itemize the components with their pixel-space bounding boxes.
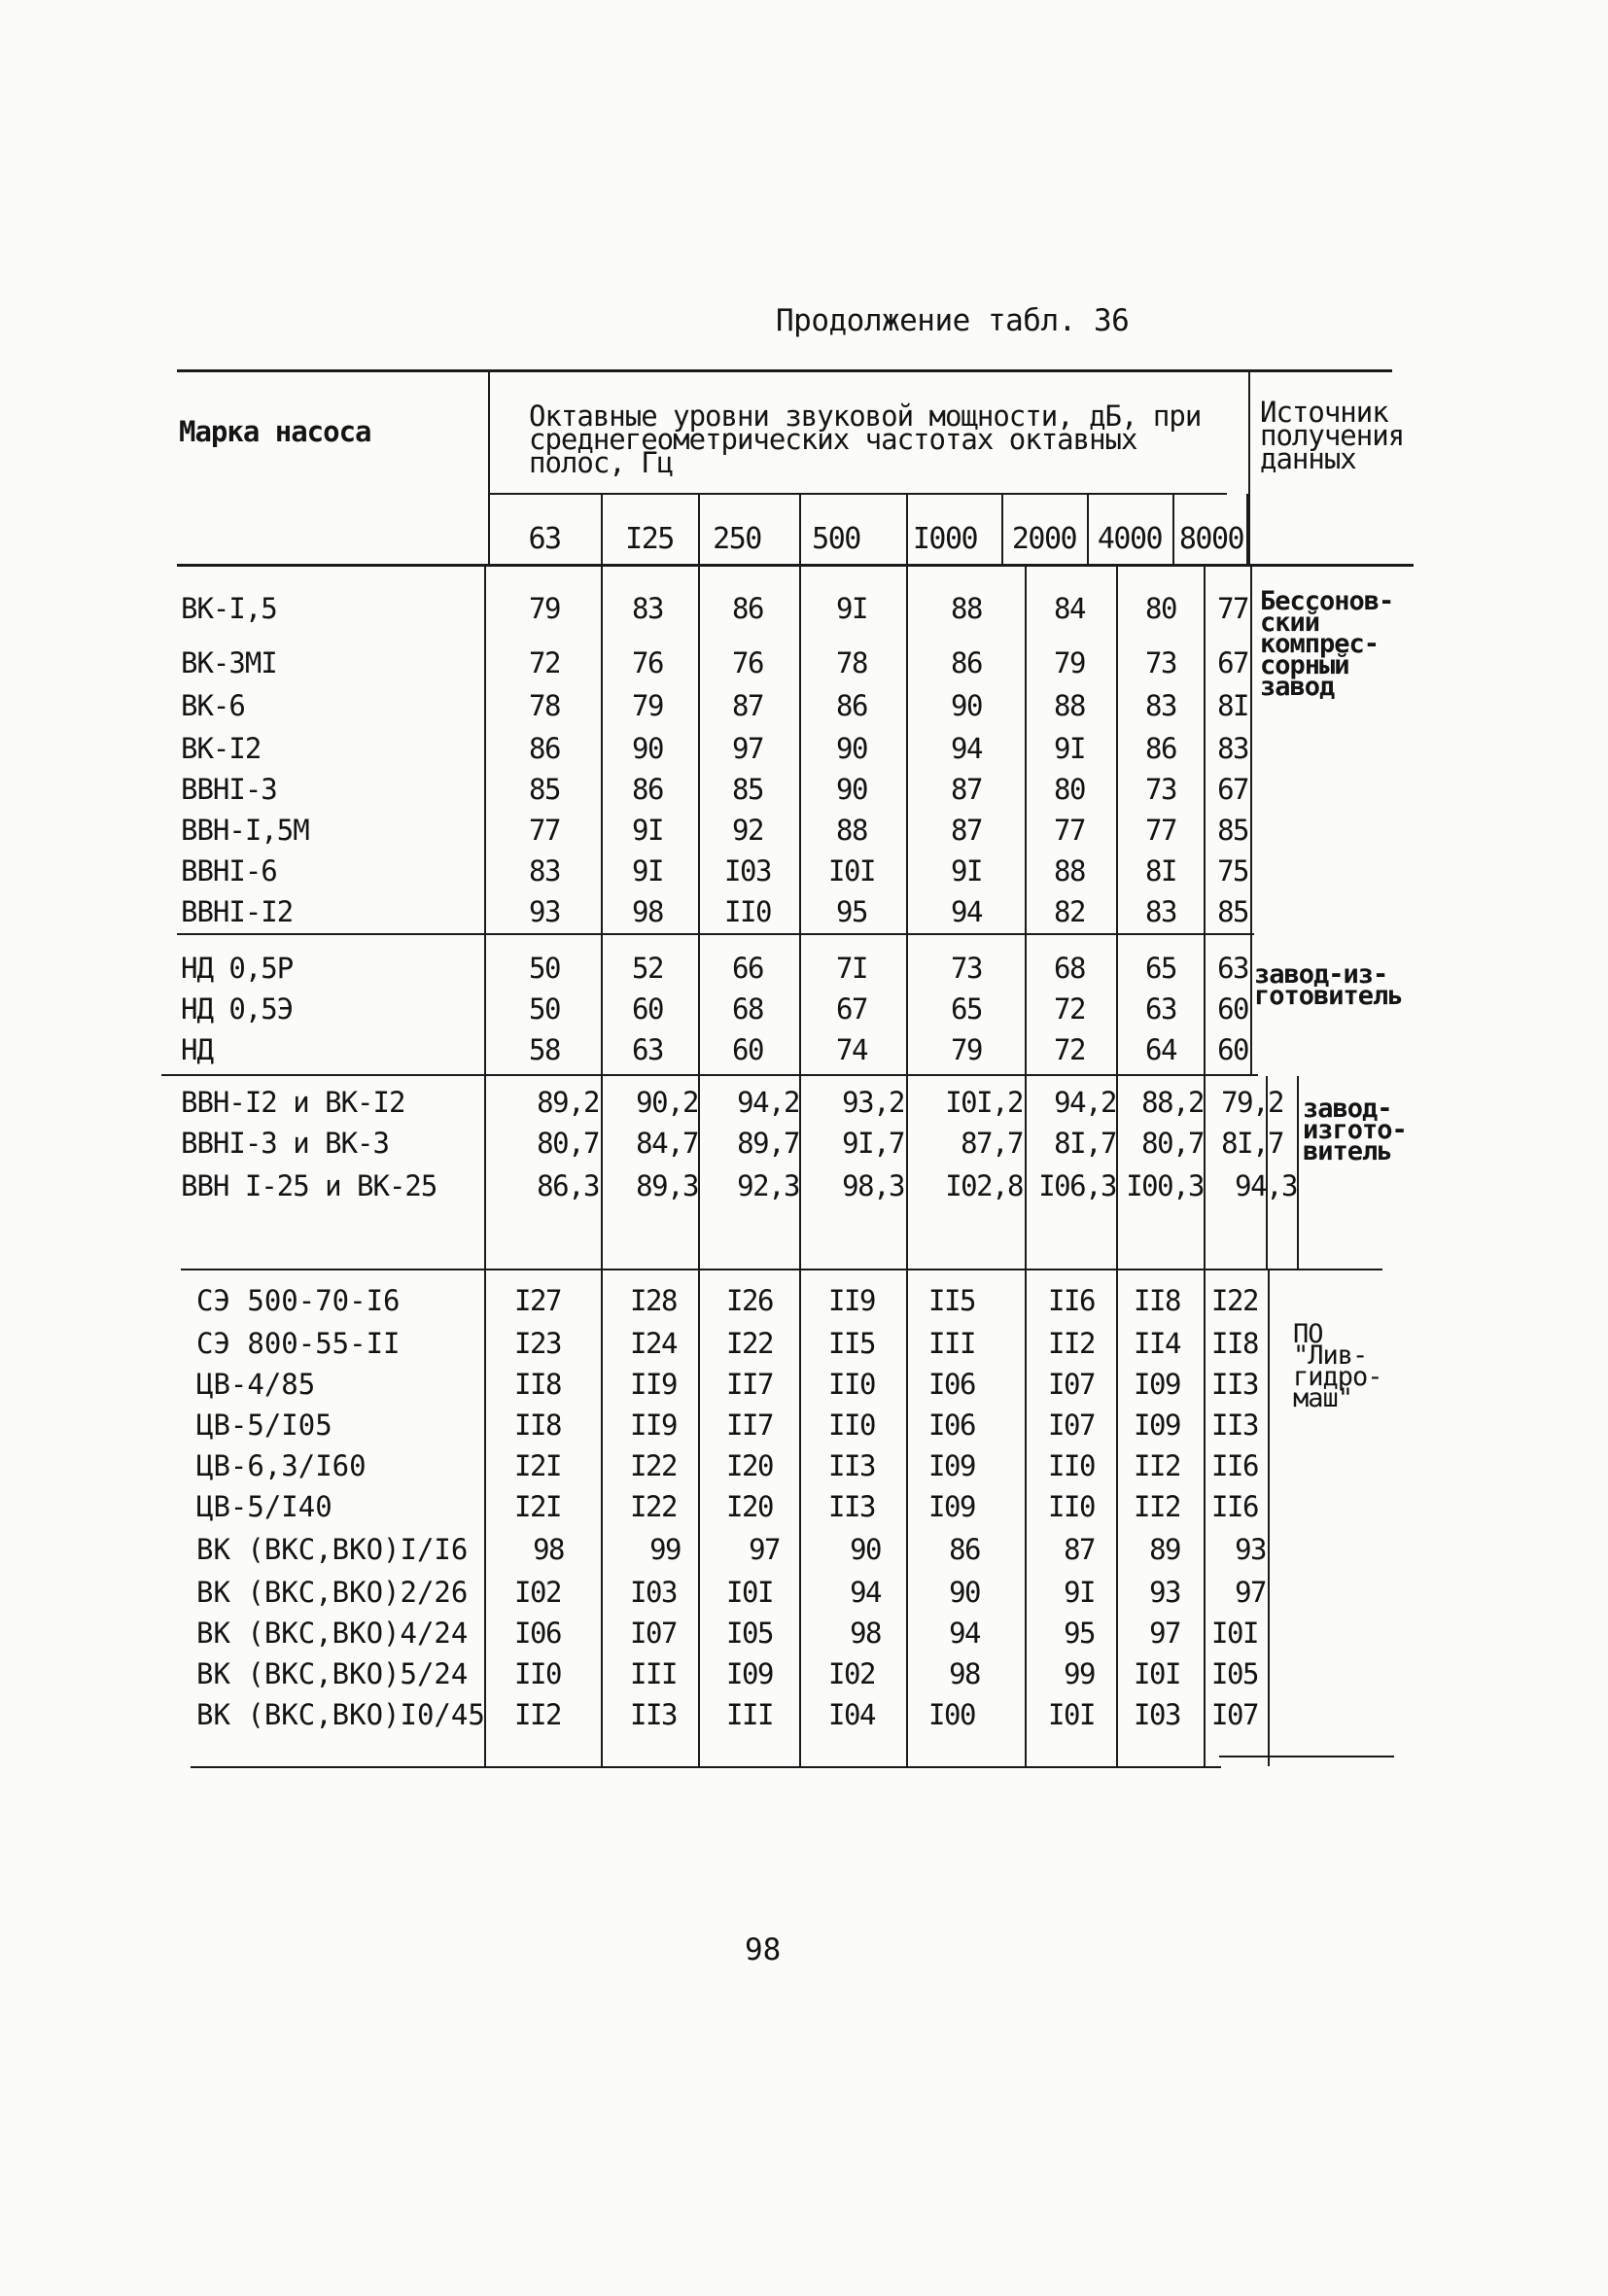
level-500: II0 [828, 1368, 875, 1401]
level-2000: 99 [1064, 1657, 1095, 1690]
level-8000: 75 [1217, 854, 1248, 887]
level-500: 78 [836, 646, 867, 679]
level-500: 90 [850, 1533, 881, 1566]
level-2000: 68 [1054, 952, 1085, 985]
freq-1000: I000 [912, 522, 978, 556]
header-source-line1: Источник [1260, 396, 1388, 429]
pump-name: ВК (ВКС,ВКО)I/I6 [196, 1533, 469, 1566]
header-bottom-rule [177, 564, 1414, 567]
level-4000: 88,2 [1141, 1086, 1204, 1119]
level-2000: 72 [1054, 992, 1085, 1026]
level-63: I23 [514, 1327, 561, 1360]
level-250: I0I [726, 1576, 773, 1609]
pump-name: НД 0,5Э [181, 992, 294, 1026]
level-8000: II3 [1211, 1368, 1258, 1401]
level-2000: 84 [1054, 592, 1085, 625]
level-1000: 90 [951, 689, 982, 722]
level-8000: II3 [1211, 1409, 1258, 1442]
level-2000: 95 [1064, 1617, 1095, 1650]
level-250: I22 [726, 1327, 773, 1360]
level-125: 83 [632, 592, 663, 625]
level-500: 9I,7 [842, 1127, 904, 1160]
level-2000: 80 [1054, 773, 1085, 806]
table-row [0, 770, 1608, 809]
level-1000: 87,7 [961, 1127, 1023, 1160]
group-rule-2 [161, 1074, 1258, 1076]
level-4000: II2 [1134, 1490, 1180, 1523]
level-63: II0 [514, 1657, 561, 1690]
level-8000: 8I [1217, 689, 1248, 722]
freq-63: 63 [528, 522, 561, 556]
level-63: 50 [529, 952, 560, 985]
level-250: I20 [726, 1490, 773, 1523]
table-row [0, 852, 1608, 890]
level-8000: II8 [1211, 1327, 1258, 1360]
level-8000: 8I,7 [1221, 1127, 1283, 1160]
source-manufacturer: завод-из- готовитель [1254, 959, 1403, 1011]
level-2000: I07 [1048, 1368, 1095, 1401]
group-rule-3 [181, 1269, 1382, 1270]
level-250: II7 [726, 1409, 773, 1442]
level-4000: II2 [1134, 1449, 1180, 1482]
level-250: 92 [732, 814, 763, 847]
level-4000: 97 [1149, 1617, 1180, 1650]
level-4000: II4 [1134, 1327, 1180, 1360]
level-125: 86 [632, 773, 663, 806]
level-4000: 83 [1145, 689, 1176, 722]
level-63: I02 [514, 1576, 561, 1609]
level-500: II3 [828, 1449, 875, 1482]
level-8000: 93 [1235, 1533, 1266, 1566]
pump-name: ЦВ-4/85 [196, 1368, 316, 1401]
level-500: 9I [836, 592, 867, 625]
level-125: 9I [632, 854, 663, 887]
level-63: I2I [514, 1490, 561, 1523]
level-125: 90,2 [636, 1086, 698, 1119]
level-125: I22 [630, 1490, 677, 1523]
level-8000: I22 [1211, 1284, 1258, 1317]
level-250: I20 [726, 1449, 773, 1482]
level-8000: I05 [1211, 1657, 1258, 1690]
level-125: III [630, 1657, 677, 1690]
level-250: 66 [732, 952, 763, 985]
level-1000: 94 [951, 895, 982, 928]
level-1000: I00 [928, 1698, 975, 1731]
table-row [0, 1614, 1608, 1652]
level-500: II5 [828, 1327, 875, 1360]
level-4000: 73 [1145, 773, 1176, 806]
level-63: 98 [533, 1533, 564, 1566]
pump-name: ВВНI-3 и ВК-3 [181, 1127, 389, 1160]
level-500: I04 [828, 1698, 875, 1731]
level-125: 9I [632, 814, 663, 847]
level-8000: 79,2 [1221, 1086, 1283, 1119]
level-500: 7I [836, 952, 867, 985]
pump-name: СЭ 500-70-I6 [196, 1284, 401, 1317]
level-8000: 97 [1235, 1576, 1266, 1609]
pump-name: ВВН I-25 и ВК-25 [181, 1169, 437, 1202]
level-2000: 9I [1054, 732, 1085, 765]
level-63: 78 [529, 689, 560, 722]
level-500: 86 [836, 689, 867, 722]
pump-name: ВВН-I2 и ВК-I2 [181, 1086, 405, 1119]
source-livgidromash: ПО "Лив- гидро- маш" [1293, 1319, 1382, 1413]
level-125: I24 [630, 1327, 677, 1360]
level-4000: I09 [1134, 1368, 1180, 1401]
level-125: 79 [632, 689, 663, 722]
level-8000: I0I [1211, 1617, 1258, 1650]
level-2000: I07 [1048, 1409, 1095, 1442]
level-500: 67 [836, 992, 867, 1026]
level-63: 58 [529, 1033, 560, 1066]
level-4000: I09 [1134, 1409, 1180, 1442]
pump-name: ВК (ВКС,ВКО)I0/45 [196, 1698, 485, 1731]
level-250: 92,3 [737, 1169, 799, 1202]
level-4000: 73 [1145, 646, 1176, 679]
pump-name: ВК-I,5 [181, 592, 277, 625]
header-source-line2: получения [1260, 419, 1405, 452]
level-2000: II2 [1048, 1327, 1095, 1360]
level-63: 89,2 [537, 1086, 599, 1119]
level-250: 60 [732, 1033, 763, 1066]
level-1000: 86 [949, 1533, 980, 1566]
level-500: II3 [828, 1490, 875, 1523]
level-125: 99 [649, 1533, 681, 1566]
table-bottom-rule-right [1219, 1756, 1394, 1757]
level-125: 76 [632, 646, 663, 679]
level-8000: 63 [1217, 952, 1248, 985]
level-4000: 93 [1149, 1576, 1180, 1609]
level-500: I02 [828, 1657, 875, 1690]
level-125: I03 [630, 1576, 677, 1609]
level-250: I26 [726, 1284, 773, 1317]
level-125: 89,3 [636, 1169, 698, 1202]
freq-4000: 4000 [1097, 522, 1163, 556]
level-63: I27 [514, 1284, 561, 1317]
level-1000: I06 [928, 1368, 975, 1401]
level-8000: 60 [1217, 992, 1248, 1026]
pump-name: ЦВ-5/I40 [196, 1490, 332, 1523]
header-levels-line2: среднегеометрических частотах октавных [529, 423, 1137, 456]
source-manufacturer-2: завод- изгото- витель [1303, 1094, 1407, 1166]
table-row [0, 1030, 1608, 1069]
level-2000: I0I [1048, 1698, 1095, 1731]
level-63: 93 [529, 895, 560, 928]
level-250: I05 [726, 1617, 773, 1650]
table-bottom-rule-left [191, 1766, 1221, 1768]
table-row [0, 1166, 1608, 1205]
level-125: I28 [630, 1284, 677, 1317]
level-4000: I0I [1134, 1657, 1180, 1690]
level-8000: I07 [1211, 1698, 1258, 1731]
header-freq-rule [488, 493, 1227, 495]
level-8000: 85 [1217, 814, 1248, 847]
pump-name: НД 0,5Р [181, 952, 294, 985]
level-4000: I03 [1134, 1698, 1180, 1731]
level-63: I2I [514, 1449, 561, 1482]
level-250: 68 [732, 992, 763, 1026]
level-63: 77 [529, 814, 560, 847]
level-125: I22 [630, 1449, 677, 1482]
level-250: I09 [726, 1657, 773, 1690]
level-1000: 98 [949, 1657, 980, 1690]
group-rule-1 [177, 933, 1254, 935]
level-2000: II0 [1048, 1490, 1095, 1523]
level-1000: 94 [951, 732, 982, 765]
level-500: 94 [850, 1576, 881, 1609]
level-500: I0I [828, 854, 875, 887]
freq-2000: 2000 [1011, 522, 1077, 556]
level-125: 60 [632, 992, 663, 1026]
level-1000: 88 [951, 592, 982, 625]
table-row [0, 1406, 1608, 1444]
level-8000: 60 [1217, 1033, 1248, 1066]
level-500: 95 [836, 895, 867, 928]
level-1000: I09 [928, 1449, 975, 1482]
level-2000: 87 [1064, 1533, 1095, 1566]
level-4000: 63 [1145, 992, 1176, 1026]
level-250: 97 [732, 732, 763, 765]
level-8000: II6 [1211, 1449, 1258, 1482]
level-8000: II6 [1211, 1490, 1258, 1523]
level-500: 93,2 [842, 1086, 904, 1119]
level-4000: I00,3 [1126, 1169, 1204, 1202]
pump-name: ЦВ-6,3/I60 [196, 1449, 367, 1482]
level-1000: II5 [928, 1284, 975, 1317]
level-4000: 77 [1145, 814, 1176, 847]
level-250: 76 [732, 646, 763, 679]
level-500: 98,3 [842, 1169, 904, 1202]
level-1000: 65 [951, 992, 982, 1026]
level-2000: 94,2 [1054, 1086, 1116, 1119]
table-continuation-caption: Продолжение табл. 36 [776, 303, 1130, 338]
level-1000: 87 [951, 814, 982, 847]
level-4000: 64 [1145, 1033, 1176, 1066]
level-500: II0 [828, 1409, 875, 1442]
level-250: II0 [724, 895, 771, 928]
level-250: 85 [732, 773, 763, 806]
level-2000: 8I,7 [1054, 1127, 1116, 1160]
pump-name: ВВНI-I2 [181, 895, 294, 928]
level-1000: 87 [951, 773, 982, 806]
table-row [0, 1487, 1608, 1526]
freq-250: 250 [713, 522, 761, 556]
level-63: 85 [529, 773, 560, 806]
level-1000: I09 [928, 1490, 975, 1523]
table-row [0, 1281, 1608, 1320]
level-500: 90 [836, 732, 867, 765]
level-500: 74 [836, 1033, 867, 1066]
level-500: 90 [836, 773, 867, 806]
level-250: 87 [732, 689, 763, 722]
level-63: I06 [514, 1617, 561, 1650]
level-2000: 88 [1054, 854, 1085, 887]
level-125: II9 [630, 1368, 677, 1401]
level-2000: 72 [1054, 1033, 1085, 1066]
pump-name: ВК-3МI [181, 646, 277, 679]
level-63: 86 [529, 732, 560, 765]
level-250: 86 [732, 592, 763, 625]
level-4000: 65 [1145, 952, 1176, 985]
level-63: 83 [529, 854, 560, 887]
level-63: 50 [529, 992, 560, 1026]
level-2000: 82 [1054, 895, 1085, 928]
page-number: 98 [745, 1932, 782, 1967]
level-250: II7 [726, 1368, 773, 1401]
level-125: 98 [632, 895, 663, 928]
table-row [0, 811, 1608, 850]
pump-name: ВК-I2 [181, 732, 262, 765]
level-8000: 83 [1217, 732, 1248, 765]
source-besson: Бессонов- ский компрес- сорный завод [1260, 586, 1394, 702]
level-1000: 94 [949, 1617, 980, 1650]
level-2000: 77 [1054, 814, 1085, 847]
level-2000: 88 [1054, 689, 1085, 722]
pump-name: ЦВ-5/I05 [196, 1409, 332, 1442]
level-1000: 9I [951, 854, 982, 887]
pump-name: ВК-6 [181, 689, 245, 722]
level-8000: 67 [1217, 773, 1248, 806]
level-500: 88 [836, 814, 867, 847]
level-1000: 86 [951, 646, 982, 679]
level-1000: 90 [949, 1576, 980, 1609]
level-8000: 77 [1217, 592, 1248, 625]
level-1000: III [928, 1327, 975, 1360]
table-row [0, 729, 1608, 768]
level-4000: 80,7 [1141, 1127, 1204, 1160]
col-rule-name [488, 371, 490, 566]
level-2000: I06,3 [1038, 1169, 1116, 1202]
table-row [0, 1654, 1608, 1693]
level-1000: I0I,2 [945, 1086, 1023, 1119]
level-63: 86,3 [537, 1169, 599, 1202]
pump-name: ВВНI-6 [181, 854, 277, 887]
level-250: 97 [749, 1533, 780, 1566]
level-63: II8 [514, 1368, 561, 1401]
level-4000: 86 [1145, 732, 1176, 765]
level-63: 72 [529, 646, 560, 679]
level-63: II2 [514, 1698, 561, 1731]
level-2000: II6 [1048, 1284, 1095, 1317]
level-8000: 94,3 [1235, 1169, 1297, 1202]
pump-name: ВК (ВКС,ВКО)2/26 [196, 1576, 469, 1609]
pump-name: СЭ 800-55-II [196, 1327, 401, 1360]
pump-name: ВВНI-3 [181, 773, 277, 806]
freq-8000: 8000 [1178, 522, 1244, 556]
level-4000: 89 [1149, 1533, 1180, 1566]
header-levels-line3: полос, Гц [529, 446, 674, 479]
level-63: 80,7 [537, 1127, 599, 1160]
level-1000: 79 [951, 1033, 982, 1066]
level-500: II9 [828, 1284, 875, 1317]
level-2000: 9I [1064, 1576, 1095, 1609]
level-125: II3 [630, 1698, 677, 1731]
level-125: 84,7 [636, 1127, 698, 1160]
pump-name: ВК (ВКС,ВКО)5/24 [196, 1657, 469, 1690]
level-4000: 83 [1145, 895, 1176, 928]
level-125: II9 [630, 1409, 677, 1442]
table-row [0, 1573, 1608, 1612]
level-8000: 85 [1217, 895, 1248, 928]
level-2000: II0 [1048, 1449, 1095, 1482]
level-4000: 8I [1145, 854, 1176, 887]
level-63: II8 [514, 1409, 561, 1442]
header-pump-brand: Марка насоса [179, 415, 371, 448]
level-125: 63 [632, 1033, 663, 1066]
level-8000: 67 [1217, 646, 1248, 679]
table-row [0, 892, 1608, 931]
level-4000: 80 [1145, 592, 1176, 625]
table-row [0, 1695, 1608, 1734]
freq-500: 500 [812, 522, 860, 556]
pump-name: ВВН-I,5М [181, 814, 309, 847]
level-4000: II8 [1134, 1284, 1180, 1317]
level-1000: I02,8 [945, 1169, 1023, 1202]
level-125: I07 [630, 1617, 677, 1650]
freq-125: I25 [625, 522, 674, 556]
level-1000: I06 [928, 1409, 975, 1442]
level-125: 52 [632, 952, 663, 985]
level-125: 90 [632, 732, 663, 765]
level-250: III [726, 1698, 773, 1731]
pump-name: ВК (ВКС,ВКО)4/24 [196, 1617, 469, 1650]
pump-name: НД [181, 1033, 213, 1066]
level-2000: 79 [1054, 646, 1085, 679]
level-250: I03 [724, 854, 771, 887]
level-250: 89,7 [737, 1127, 799, 1160]
table-row [0, 1446, 1608, 1485]
level-63: 79 [529, 592, 560, 625]
table-row [0, 1530, 1608, 1569]
table-top-rule [177, 369, 1392, 372]
header-levels-line1: Октавные уровни звуковой мощности, дБ, при [529, 400, 1202, 433]
header-source-line3: данных [1260, 442, 1356, 475]
level-500: 98 [850, 1617, 881, 1650]
level-1000: 73 [951, 952, 982, 985]
level-250: 94,2 [737, 1086, 799, 1119]
